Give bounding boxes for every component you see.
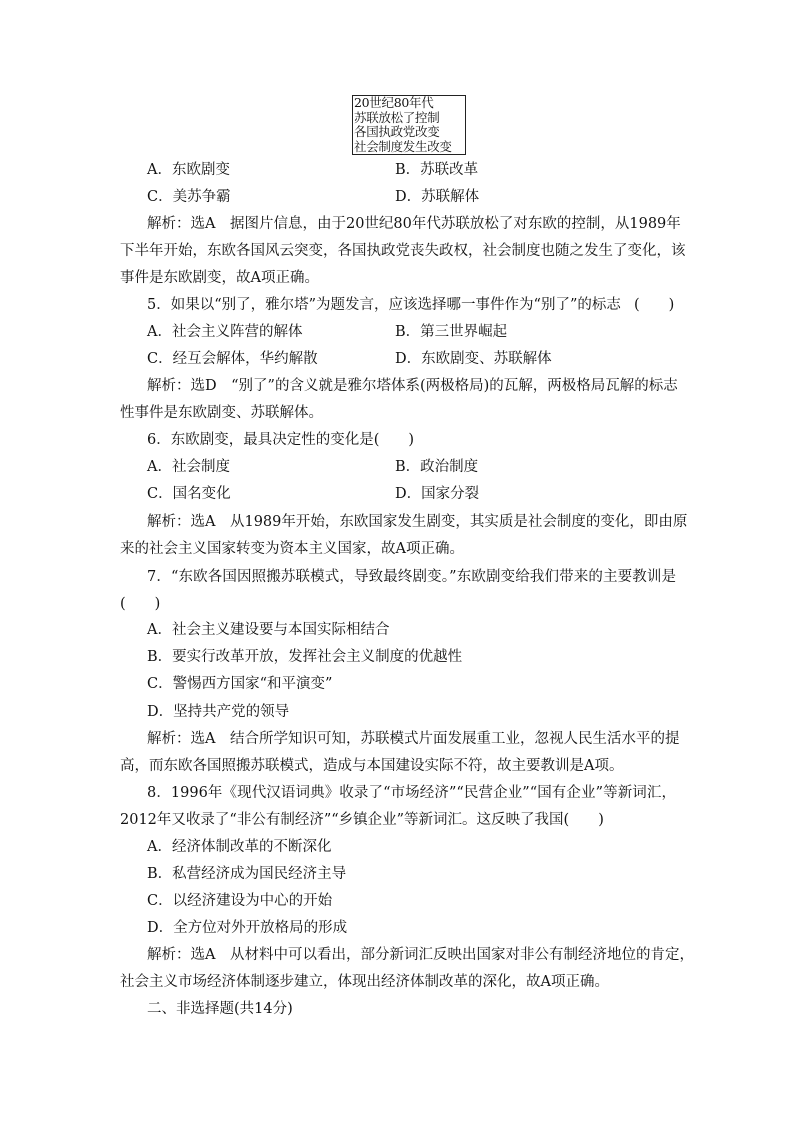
figure-line: 各国执政党改变 bbox=[354, 125, 440, 139]
q6-analysis-line: 解析：选A 从1989年开始，东欧国家发生剧变，其实质是社会制度的变化，即由原 bbox=[147, 514, 688, 530]
q4-analysis-line: 事件是东欧剧变，故A项正确。 bbox=[120, 270, 319, 286]
q8-analysis-line: 社会主义市场经济体制逐步建立，体现出经济体制改革的深化，故A项正确。 bbox=[120, 974, 609, 990]
q5-option-c: C．经互会解体，华约解散 bbox=[147, 351, 318, 367]
q7-option-a: A．社会主义建设要与本国实际相结合 bbox=[147, 622, 390, 638]
q7-stem-line: ( ) bbox=[120, 596, 161, 612]
q6-option-b: B．政治制度 bbox=[395, 459, 479, 475]
q5-option-b: B．第三世界崛起 bbox=[395, 324, 508, 340]
q5-answer-paren: ( ) bbox=[634, 297, 675, 313]
q6-analysis-line: 来的社会主义国家转变为资本主义国家，故A项正确。 bbox=[120, 541, 464, 557]
q4-option-d: D．苏联解体 bbox=[395, 189, 480, 205]
figure-line: 苏联放松了控制 bbox=[354, 110, 440, 125]
q8-option-a: A．经济体制改革的不断深化 bbox=[147, 839, 332, 855]
q8-option-b: B．私营经济成为国民经济主导 bbox=[147, 866, 347, 882]
q7-analysis-line: 高，而东欧各国照搬苏联模式，造成与本国建设实际不符，故主要教训是A项。 bbox=[120, 758, 624, 774]
q5-option-d: D．东欧剧变、苏联解体 bbox=[395, 351, 552, 367]
q4-analysis-line: 解析：选A 据图片信息，由于20世纪80年代苏联放松了对东欧的控制，从1989年 bbox=[147, 216, 681, 232]
q5-option-a: A．社会主义阵营的解体 bbox=[147, 324, 303, 340]
q5-analysis-line: 性事件是东欧剧变、苏联解体。 bbox=[120, 405, 323, 421]
q8-stem-line: 2012年又收录了“非公有制经济”“乡镇企业”等新词汇。这反映了我国( ) bbox=[120, 812, 604, 828]
figure-line: 社会制度发生改变 bbox=[354, 139, 452, 154]
figure-line: 20世纪80年代 bbox=[354, 96, 434, 110]
q7-option-d: D．坚持共产党的领导 bbox=[147, 704, 290, 720]
q4-option-a: A．东欧剧变 bbox=[147, 162, 230, 178]
q4-analysis-line: 下半年开始，东欧各国风云突变，各国执政党丧失政权，社会制度也随之发生了变化，该 bbox=[120, 243, 686, 259]
q6-stem: 6．东欧剧变，最具决定性的变化是( ) bbox=[147, 432, 415, 448]
q4-option-c: C．美苏争霸 bbox=[147, 189, 231, 205]
q8-analysis-line: 解析：选A 从材料中可以看出，部分新词汇反映出国家对非公有制经济地位的肯定， bbox=[147, 947, 694, 963]
q8-option-c: C．以经济建设为中心的开始 bbox=[147, 893, 333, 909]
q7-option-c: C．警惕西方国家“和平演变” bbox=[147, 676, 333, 692]
q6-option-a: A．社会制度 bbox=[147, 459, 230, 475]
q4-option-b: B．苏联改革 bbox=[395, 162, 479, 178]
q6-option-d: D．国家分裂 bbox=[395, 486, 480, 502]
q6-option-c: C．国名变化 bbox=[147, 486, 231, 502]
q5-stem: 5．如果以“别了，雅尔塔”为题发言，应该选择哪一事件作为“别了”的标志 bbox=[147, 297, 621, 313]
figure-text-box bbox=[352, 95, 466, 155]
q7-stem-line: 7．“东欧各国因照搬苏联模式，导致最终剧变。”东欧剧变给我们带来的主要教训是 bbox=[147, 569, 676, 585]
q7-analysis-line: 解析：选A 结合所学知识可知，苏联模式片面发展重工业，忽视人民生活水平的提 bbox=[147, 731, 680, 747]
q8-stem-line: 8．1996年《现代汉语词典》收录了“市场经济”“民营企业”“国有企业”等新词汇， bbox=[147, 785, 676, 801]
section-title: 二、非选择题(共14分) bbox=[147, 1001, 293, 1017]
q8-option-d: D．全方位对外开放格局的形成 bbox=[147, 920, 348, 936]
q5-analysis-line: 解析：选D “别了”的含义就是雅尔塔体系(两极格局)的瓦解，两极格局瓦解的标志 bbox=[147, 378, 678, 394]
q7-option-b: B．要实行改革开放，发挥社会主义制度的优越性 bbox=[147, 649, 463, 665]
